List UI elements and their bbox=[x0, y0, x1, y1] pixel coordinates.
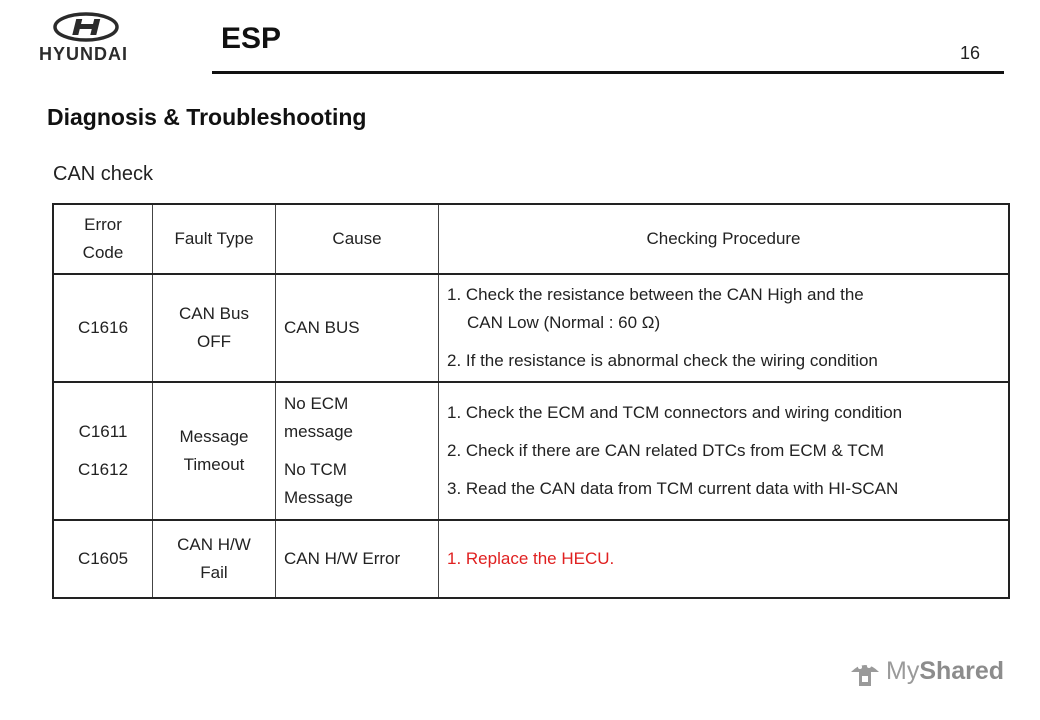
fault-type-cell: Message Timeout bbox=[153, 382, 276, 520]
header-title: ESP bbox=[221, 22, 282, 55]
error-code-cell: C1616 bbox=[53, 274, 153, 382]
procedure-step: 1. Check the ECM and TCM connectors and wiring condition bbox=[447, 403, 903, 422]
hyundai-logo-icon bbox=[36, 12, 136, 46]
cause-cell: CAN H/W Error bbox=[276, 520, 439, 598]
header-divider bbox=[212, 71, 1004, 74]
can-check-table bbox=[52, 203, 1010, 599]
header-fault-type: Fault Type bbox=[153, 204, 276, 274]
subtitle: CAN check bbox=[53, 163, 154, 185]
procedure-step: 2. If the resistance is abnormal check the wiring condition bbox=[447, 351, 878, 370]
error-code-cell: C1611 C1612 bbox=[53, 382, 153, 520]
error-code-cell: C1605 bbox=[53, 520, 153, 598]
header-error-code: Error Code bbox=[53, 204, 153, 274]
procedure-step-continued: CAN Low (Normal : 60 Ω) bbox=[467, 313, 661, 332]
table-header-row bbox=[53, 204, 1009, 274]
fault-type-cell: CAN Bus OFF bbox=[153, 274, 276, 382]
fault-type-cell: CAN H/W Fail bbox=[153, 520, 276, 598]
mushroom-logo-icon bbox=[848, 658, 882, 692]
brand-name: HYUNDAI bbox=[39, 44, 129, 64]
procedure-cell bbox=[439, 274, 1010, 382]
header-checking-procedure: Checking Procedure bbox=[439, 204, 1010, 274]
watermark-text: MyShared bbox=[886, 657, 1005, 685]
procedure-cell bbox=[439, 520, 1010, 598]
section-title: Diagnosis & Troubleshooting bbox=[47, 104, 367, 130]
header-cause: Cause bbox=[276, 204, 439, 274]
procedure-step: 1. Check the resistance between the CAN High and the bbox=[447, 285, 864, 304]
table-row bbox=[53, 520, 1009, 598]
myshared-watermark bbox=[848, 656, 1008, 692]
table-row bbox=[53, 382, 1009, 520]
page-number: 16 bbox=[960, 43, 981, 63]
cause-cell: CAN BUS bbox=[276, 274, 439, 382]
procedure-step-highlighted: 1. Replace the HECU. bbox=[447, 549, 615, 568]
procedure-cell bbox=[439, 382, 1010, 520]
procedure-step: 2. Check if there are CAN related DTCs from ECM & TCM bbox=[447, 441, 885, 460]
procedure-step: 3. Read the CAN data from TCM current data with HI-SCAN bbox=[447, 479, 899, 498]
cause-cell: No ECM message No TCM Message bbox=[276, 382, 439, 520]
table-row bbox=[53, 274, 1009, 382]
